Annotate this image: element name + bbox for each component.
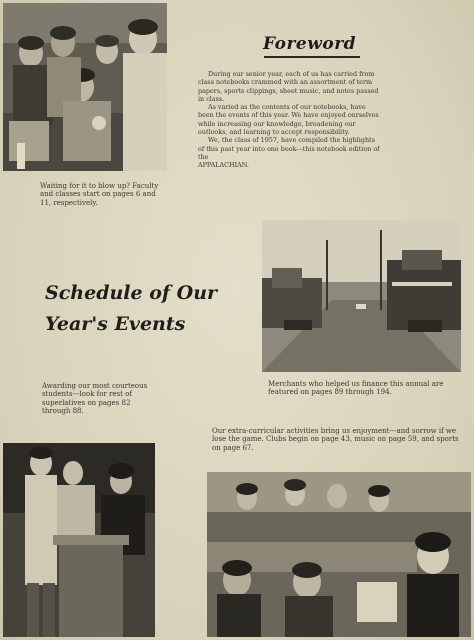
foreword-paragraph: We, the class of 1957, have compiled the highlights of this past year into one book---this notebook edition of the — [198, 136, 380, 161]
street-photo — [262, 220, 461, 372]
courteous-caption: Awarding our most courteous students---look for rest of superlatives on pages 82 through 88. — [42, 382, 148, 416]
activities-caption: Our extra-curricular activities bring us enjoyment---and sorrow if we lose the game. Clubs begin on page 43, music on page 59, and sports on page 67. — [212, 427, 459, 452]
faculty-caption: Waiting for it to blow up? Faculty and classes start on pages 6 and 11, respectively. — [40, 182, 159, 207]
foreword-text — [198, 70, 380, 170]
schedule-title: Schedule of Our — [45, 282, 218, 304]
merchants-caption: Merchants who helped us finance this annual are featured on pages 89 through 194. — [268, 380, 444, 397]
foreword-paragraph: APPALACHIAN. — [198, 161, 249, 170]
lab-photo — [3, 3, 167, 171]
awards-photo — [3, 443, 155, 637]
foreword-title: Foreword — [263, 34, 357, 54]
club-photo — [207, 472, 471, 637]
foreword-underline — [264, 56, 360, 58]
foreword-paragraph: As varied as the contents of our notebooks, have been the events of this year. We have enjoyed ourselves while increasing our knowledge, broadening our outlooks, and learning to accept responsibility. — [198, 103, 379, 137]
schedule-title: Year's Events — [45, 313, 186, 335]
foreword-paragraph: During our senior year, each of us has carried from class notebooks crammed with an assortment of term papers, sports clippings, sheet music, and notes passed in class. — [198, 70, 379, 103]
